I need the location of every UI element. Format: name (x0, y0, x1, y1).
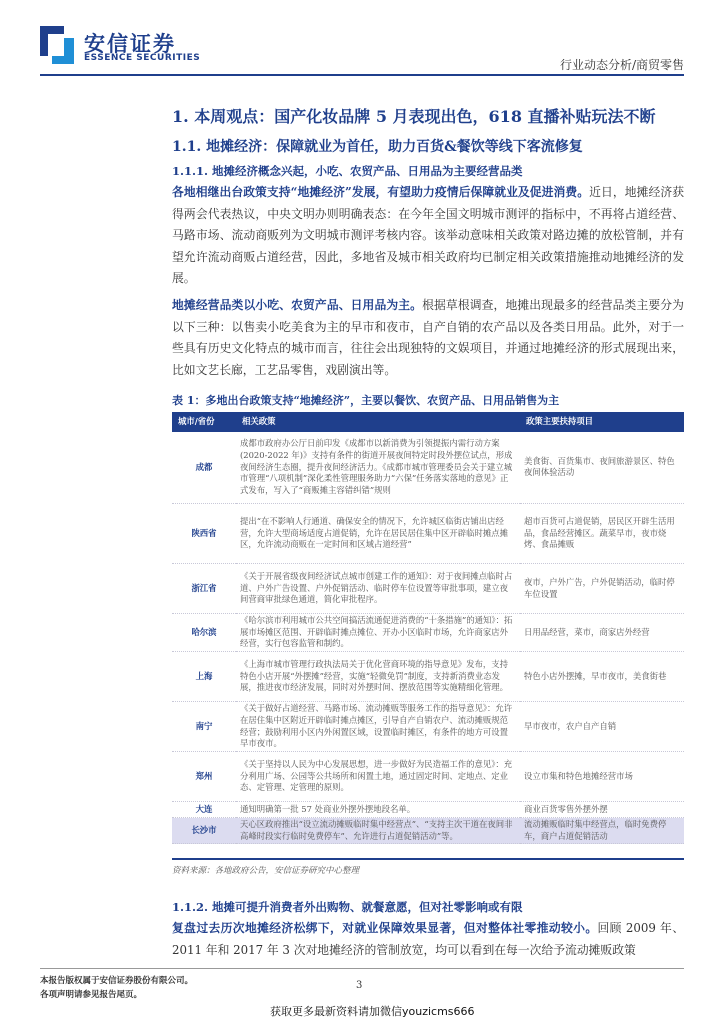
cell-city: 浙江省 (172, 564, 236, 614)
cell-policy: 《关于做好占道经营、马路市场、流动摊贩等服务工作的指导意见》：允许在居住集中区附近开辟临时摊点摊区，引导自产自销农户、流动摊贩规范经营；鼓励利用小区内外闲置区域，设置临时摊区，有条件的地方可设置早市夜市。 (236, 702, 520, 752)
cell-city: 南宁 (172, 702, 236, 752)
cell-support: 夜市，户外广告，户外促销活动，临时停车位设置 (520, 564, 684, 614)
cell-support: 特色小店外摆摊，早市夜市，美食街巷 (520, 652, 684, 702)
cell-support: 商业百货零售外摆外摆 (520, 802, 684, 818)
column-header-city: 城市/省份 (172, 412, 236, 432)
paragraph-body: 回顾 2009 年、2011 年和 2017 年 3 次对地摊经济的管制放宽，均可以看到在每一次给予流动摊贩政策 (172, 921, 684, 957)
subsection-heading: 1.1. 地摊经济：保障就业为首任，助力百货&餐饮等线下客流修复 (172, 139, 583, 155)
paragraph-lead: 地摊经营品类以小吃、农贸产品、日用品为主。 (172, 298, 423, 312)
column-header-support: 政策主要扶持项目 (520, 412, 684, 432)
table-row (172, 652, 684, 702)
table-header-row (172, 412, 684, 432)
paragraph-lead: 各地相继出台政策支持“地摊经济”发展，有望助力疫情后保障就业及促进消费。 (172, 185, 590, 199)
table-row (172, 752, 684, 802)
cell-city: 哈尔滨 (172, 614, 236, 652)
section-heading: 1. 本周观点：国产化妆品牌 5 月表现出色，618 直播补贴玩法不断 (172, 107, 656, 126)
logo-name-en: ESSENCE SECURITIES (84, 53, 201, 63)
cell-policy: 《关于开展省级夜间经济试点城市创建工作的通知》：对于夜间摊点临时占道、户外广告设置、户外促销活动、临时停车位设置等审批事项，建立夜间营商审批绿色通道，简化审批程序。 (236, 564, 520, 614)
cell-support: 流动摊贩临时集中经营点，临时免费停车，商户占道促销活动 (520, 818, 684, 844)
report-category: 行业动态分析/商贸零售 (559, 58, 684, 72)
paragraph-categories (172, 295, 684, 381)
cell-city: 长沙市 (172, 818, 236, 844)
essence-logo-icon (40, 26, 74, 64)
cell-support: 日用品经营，菜市，商家店外经营 (520, 614, 684, 652)
paragraph-body: 根据草根调查，地摊出现最多的经营品类主要分为以下三种：以售卖小吃美食为主的早市和夜市，自产自销的农产品以及各类日用品。此外，对于一些具有历史文化特点的城市而言，往往会出现独特的文娱项目，并通过地摊经济的形式展现出来，比如文艺长廊，工艺品零售，戏剧演出等。 (172, 298, 684, 377)
footer-statement: 各项声明请参见报告尾页。 (40, 990, 143, 1000)
column-header-policy: 相关政策 (236, 412, 520, 432)
cell-policy: 《关于坚持以人民为中心发展思想，进一步做好为民造福工作的意见》：充分利用广场、公园等公共场所和闲置土地，通过固定时间、定地点、定业态、定管理、定管理的原则。 (236, 752, 520, 802)
cell-support: 超市百货可占道促销，居民区开辟生活用品，食品经营摊区。蔬菜早市，夜市烧烤、食品摊贩 (520, 504, 684, 564)
cell-support: 设立市集和特色地摊经营市场 (520, 752, 684, 802)
cell-city: 上海 (172, 652, 236, 702)
cell-support: 早市夜市，农户自产自销 (520, 702, 684, 752)
cell-city: 大连 (172, 802, 236, 818)
subsubsection-heading: 1.1.1. 地摊经济概念兴起，小吃、农贸产品、日用品为主要经营品类 (172, 164, 523, 178)
table-bottom-rule (172, 858, 684, 860)
cell-policy: 通知明确第一批 57 处商业外摆外摆地段名单。 (236, 802, 520, 818)
header-divider (40, 74, 684, 76)
table-title: 表 1：多地出台政策支持“地摊经济”，主要以餐饮、农贸产品、日用品销售为主 (172, 394, 560, 407)
table-row (172, 504, 684, 564)
table-row (172, 702, 684, 752)
paragraph-policy-support (172, 182, 684, 290)
cell-city: 陕西省 (172, 504, 236, 564)
cell-policy: 《上海市城市管理行政执法局关于优化营商环境的指导意见》发布，支持特色小店开展“外摆摊”经营，实施“轻微免罚”制度，支持新消费业态发展，推进夜市经济发展，同时对外摆时间、摆放范围等实施精细化管理。 (236, 652, 520, 702)
paragraph-history-review (172, 918, 684, 961)
paragraph-lead: 复盘过去历次地摊经济松绑下，对就业保障效果显著，但对整体社零推动较小。 (172, 921, 598, 935)
table-row (172, 802, 684, 818)
table-row (172, 614, 684, 652)
table-source: 资料来源：各地政府公告，安信证券研究中心整理 (172, 866, 360, 876)
cell-support: 美食街、百货集市、夜间旅游景区、特色夜间体验活动 (520, 432, 684, 504)
subsubsection-heading: 1.1.2. 地摊可提升消费者外出购物、就餐意愿，但对社零影响或有限 (172, 900, 523, 914)
table-row (172, 432, 684, 504)
policy-table (172, 412, 684, 844)
footer-divider (40, 968, 684, 969)
table-row-highlighted (172, 818, 684, 844)
logo-name-cn: 安信证券 (84, 32, 176, 56)
cell-policy: 《哈尔滨市利用城市公共空间搞活流通促进消费的“十条措施”的通知》：拓展市场摊区范围、开辟临时摊点摊位、开办小区临时市场，允许商家店外经营，实行包容监管和制约。 (236, 614, 520, 652)
footer-disclaimer (40, 974, 193, 1002)
footer-copyright: 本报告版权属于安信证券股份有限公司。 (40, 976, 194, 986)
cell-city: 成都 (172, 432, 236, 504)
cell-policy: 天心区政府推出“设立流动摊贩临时集中经营点”、“支持主次干道在夜间非高峰时段实行临时免费停车”、允许进行占道促销活动”等。 (236, 818, 520, 844)
page-number: 3 (356, 980, 363, 991)
watermark-note: 获取更多最新资料请加微信youzicms666 (270, 1005, 475, 1018)
paragraph-body: 近日，地摊经济获得两会代表热议，中央文明办则明确表态：在今年全国文明城市测评的指标中，不再将占道经营、马路市场、流动商贩列为文明城市测评考核内容。该举动意味相关政策对路边摊的放松管制，并有望允许流动商贩占道经营，因此，多地省及城市相关政府均已制定相关政策措施推动地摊经济的发展。 (172, 185, 684, 286)
cell-policy: 成都市政府办公厅日前印发《成都市以新消费为引领提振内需行动方案(2020-2022 年)》支持有条件的街道开展夜间特定时段外摆位试点，形成夜间经济生态圈，提升夜间经济活力。《成都市城市管理委员会关于建立城市管理“八项机制”深化柔性管理服务助力“六保”任务落实落地的意见》正式发布，写入了“商贩摊主容错纠错”规则 (236, 432, 520, 504)
table-row (172, 564, 684, 614)
cell-policy: 提出“在不影响人行通道、确保安全的情况下，允许城区临街店铺出店经营，允许大型商场适度占道促销，允许在居民居住集中区开辟临时摊点摊区，允许流动商贩在一定时间和区域占道经营” (236, 504, 520, 564)
cell-city: 郑州 (172, 752, 236, 802)
